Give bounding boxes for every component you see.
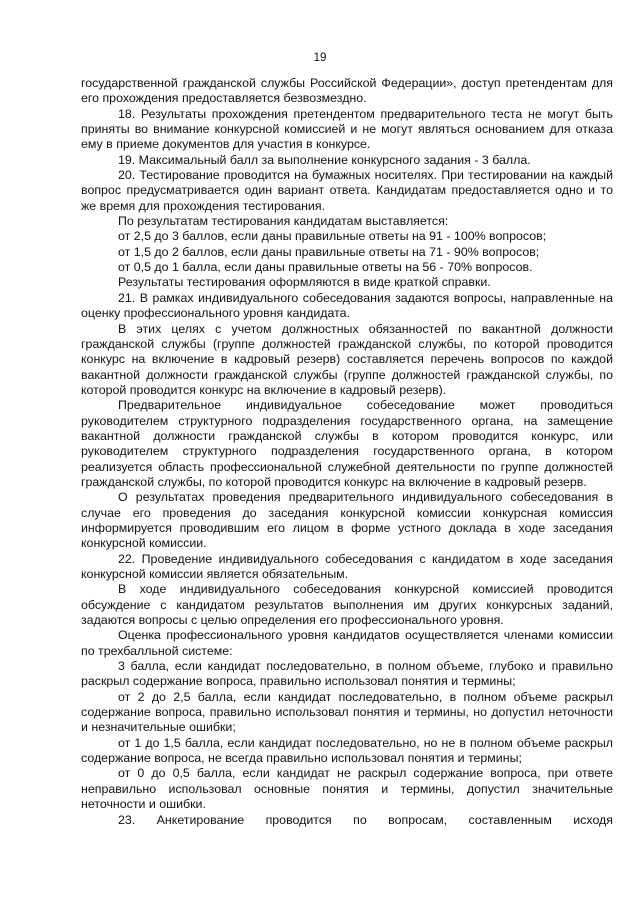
- paragraph-item-23: 23. Анкетирование проводится по вопросам, составленным исходя: [118, 812, 613, 827]
- paragraph-score-range-2: от 1,5 до 2 баллов, если даны правильные ответы на 71 - 90% вопросов;: [118, 244, 540, 259]
- paragraph-interview-discussion: В ходе индивидуального собеседования конкурсной комиссией проводится обсуждение с кандидатом результатов выполнения им других конкурсных заданий, задаются вопросы с целью определения его профессионального уровня.: [81, 582, 613, 628]
- paragraph-score-range-3: от 0,5 до 1 балла, если даны правильные ответы на 56 - 70% вопросов.: [118, 260, 533, 275]
- page-number: 19: [313, 52, 327, 64]
- paragraph-scoring-intro: По результатам тестирования кандидатам выставляется:: [118, 214, 449, 229]
- paragraph-grade-0: от 0 до 0,5 балла, если кандидат не раскрыл содержание вопроса, при ответе неправильно использовал основные понятия и термины, допустил значительные неточности и ошибки.: [81, 766, 613, 812]
- paragraph-item-19: 19. Максимальный балл за выполнение конкурсного задания - 3 балла.: [118, 152, 531, 167]
- paragraph-item-21: 21. В рамках индивидуального собеседования задаются вопросы, направленные на оценку профессионального уровня кандидата.: [81, 290, 613, 321]
- paragraph-question-list: В этих целях с учетом должностных обязанностей по вакантной должности гражданской службы (группе должностей гражданской службы, по которой проводится конкурс на включение в кадровый резерв) составляется перечень вопросов по каждой вакантной должности гражданской службы (группе должностей гражданской службы, по которой проводится конкурс на включение в кадровый резерв).: [81, 321, 613, 397]
- paragraph-item-22: 22. Проведение индивидуального собеседования с кандидатом в ходе заседания конкурсной комиссии является обязательным.: [81, 551, 613, 581]
- paragraph-assessment-system: Оценка профессионального уровня кандидатов осуществляется членами комиссии по трехбалльной системе:: [81, 628, 613, 658]
- paragraph-interview-results: О результатах проведения предварительного индивидуального собеседования в случае его проведения до заседания конкурсной комиссии конкурсная комиссия информируется проводившим его лицом в форме устного доклада в ходе заседания конкурсной комиссии.: [81, 490, 613, 551]
- paragraph-continuation: государственной гражданской службы Российской Федерации», доступ претендентам для его прохождения предоставляется безвозмездно.: [81, 76, 613, 106]
- paragraph-item-18: 18. Результаты прохождения претендентом предварительного теста не могут быть приняты во внимание конкурсной комиссией и не могут являться основанием для отказа ему в приеме документов для участия в конкурсе.: [81, 106, 613, 152]
- paragraph-item-20: 20. Тестирование проводится на бумажных носителях. При тестировании на каждый вопрос предусматривается один вариант ответа. Кандидатам предоставляется одно и то же время для прохождения тестирования.: [81, 168, 613, 213]
- paragraph-grade-1: от 1 до 1,5 балла, если кандидат последовательно, но не в полном объеме раскрыл содержание вопроса, не всегда правильно использовал понятия и термины;: [81, 735, 613, 766]
- paragraph-score-range-1: от 2,5 до 3 баллов, если даны правильные ответы на 91 - 100% вопросов;: [118, 229, 547, 244]
- paragraph-testing-results: Результаты тестирования оформляются в виде краткой справки.: [118, 275, 491, 290]
- paragraph-grade-2: от 2 до 2,5 балла, если кандидат последовательно, в полном объеме раскрыл содержание вопроса, правильно использовал понятия и термины, но допустил неточности и незначительные ошибки;: [81, 689, 613, 735]
- paragraph-preliminary-interview: Предварительное индивидуальное собеседование может проводиться руководителем структурного подразделения государственного органа, на замещение вакантной должности гражданской службы в котором проводится конкурс, или руководителем структурного подразделения государственного органа, в котором реализуется область профессиональной служебной деятельности по группе должностей гражданской службы, по которой проводится конкурс на включение в кадровый резерв.: [81, 398, 613, 489]
- document-body: [81, 76, 613, 828]
- paragraph-grade-3: 3 балла, если кандидат последовательно, в полном объеме, глубоко и правильно раскрыл содержание вопроса, правильно использовал понятия и термины;: [81, 659, 613, 689]
